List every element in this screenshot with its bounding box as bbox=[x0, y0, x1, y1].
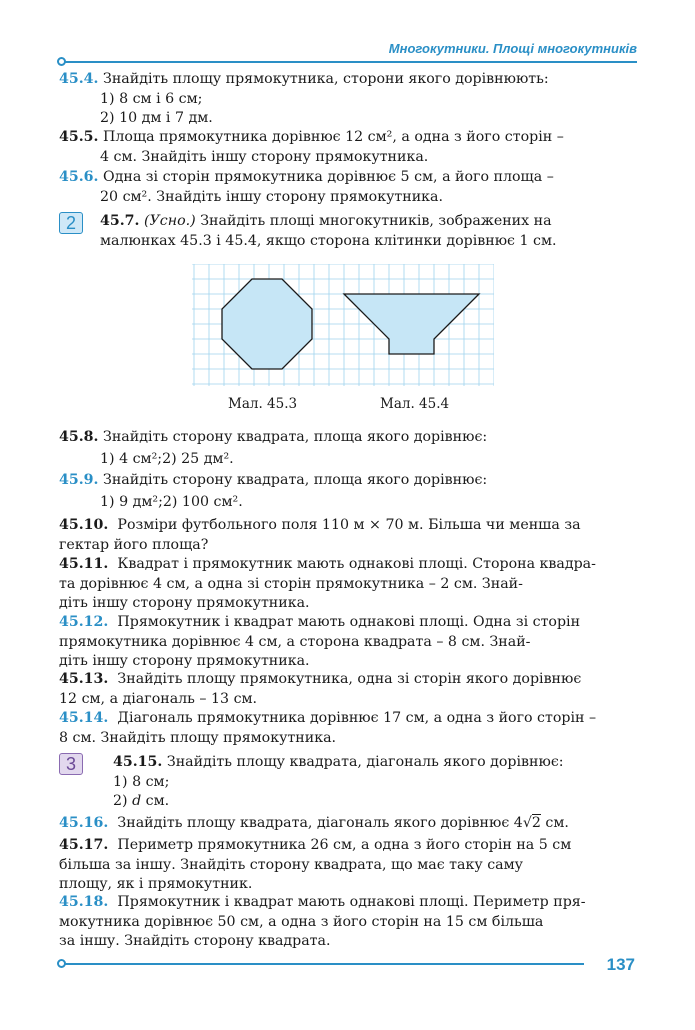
problem-45-7 bbox=[100, 212, 637, 251]
problem-45-10 bbox=[59, 516, 637, 555]
problem-text: діть іншу сторону прямокутника. bbox=[59, 653, 310, 669]
problem-45-11 bbox=[59, 555, 637, 614]
problem-text: та дорівнює 4 см, а одна зі сторін прямокутника – 2 см. Знай- bbox=[59, 575, 523, 592]
chapter-title: Многокутники. Площі многокутників bbox=[388, 41, 637, 56]
variable-d: d bbox=[132, 793, 142, 809]
problem-number: 45.17. bbox=[59, 837, 109, 853]
problem-text: більша за іншу. Знайдіть сторону квадрата, що має таку саму bbox=[59, 856, 523, 873]
problem-text: Розміри футбольного поля 110 м × 70 м. Більша чи менша за bbox=[117, 517, 581, 533]
problem-45-6 bbox=[59, 168, 637, 207]
figure-grid bbox=[192, 264, 494, 386]
octagon-figure-45-3 bbox=[222, 279, 312, 369]
problem-number: 45.13. bbox=[59, 671, 109, 687]
problem-number: 45.12. bbox=[59, 614, 109, 630]
problem-text: Знайдіть сторону квадрата, площа якого дорівнює: bbox=[103, 472, 488, 488]
sqrt-symbol: √ bbox=[522, 815, 532, 831]
problem-text: Прямокутник і квадрат мають однакові площі. Периметр пря- bbox=[117, 894, 586, 910]
problem-45-8 bbox=[59, 428, 637, 469]
problem-number: 45.14. bbox=[59, 710, 109, 726]
problem-text: Площа прямокутника дорівнює 12 см², а одна з його сторін – bbox=[103, 129, 564, 145]
problem-text: Одна зі сторін прямокутника дорівнює 5 см, а його площа – bbox=[103, 169, 554, 185]
problem-text: Прямокутник і квадрат мають однакові площі. Одна зі сторін bbox=[117, 614, 581, 630]
problem-text-suffix: см. bbox=[540, 815, 569, 831]
problem-text: Знайдіть площу прямокутника, одна зі сторін якого дорівнює bbox=[117, 671, 582, 687]
problem-text: 20 см². Знайдіть іншу сторону прямокутника. bbox=[100, 188, 444, 205]
header-rule bbox=[64, 61, 637, 63]
problem-text: 8 см. Знайдіть площу прямокутника. bbox=[59, 729, 337, 746]
problem-text: Знайдіть площу квадрата, діагональ якого дорівнює: bbox=[166, 754, 564, 770]
problem-number: 45.7. bbox=[100, 213, 140, 229]
problem-text: мокутника дорівнює 50 см, а одна з його сторін на 15 см більша bbox=[59, 913, 544, 930]
problem-number: 45.10. bbox=[59, 517, 109, 533]
problem-text: Знайдіть площі многокутників, зображених на bbox=[200, 213, 552, 229]
problem-text: Знайдіть сторону квадрата, площа якого дорівнює: bbox=[103, 429, 488, 445]
footer-rule bbox=[64, 963, 584, 965]
problem-45-5 bbox=[59, 128, 637, 167]
problem-text: малюнках 45.3 і 45.4, якщо сторона клітинки дорівнює 1 см. bbox=[100, 232, 557, 249]
problem-45-14 bbox=[59, 709, 637, 748]
problem-text: прямокутника дорівнює 4 см, а сторона квадрата – 8 см. Знай- bbox=[59, 633, 531, 650]
problem-text: 4 см. Знайдіть іншу сторону прямокутника. bbox=[100, 148, 429, 165]
problem-text: Знайдіть площу прямокутника, сторони якого дорівнюють: bbox=[103, 71, 549, 87]
figure-caption-45-4: Мал. 45.4 bbox=[380, 396, 450, 412]
answer-option bbox=[113, 792, 637, 812]
problem-45-12 bbox=[59, 613, 637, 672]
problem-number: 45.5. bbox=[59, 129, 99, 145]
answer-option: 1) 4 см²; bbox=[100, 450, 163, 467]
problem-number: 45.16. bbox=[59, 815, 109, 831]
header-rule-dot bbox=[57, 57, 66, 66]
answer-option: 1) 9 дм²; bbox=[100, 493, 163, 510]
problem-text: за іншу. Знайдіть сторону квадрата. bbox=[59, 933, 331, 949]
problem-text: діть іншу сторону прямокутника. bbox=[59, 595, 310, 611]
difficulty-level-badge: 2 bbox=[59, 212, 83, 234]
footer-rule-dot bbox=[57, 959, 66, 968]
problem-text: площу, як і прямокутник. bbox=[59, 876, 253, 892]
problem-number: 45.6. bbox=[59, 169, 99, 185]
problem-45-15 bbox=[113, 753, 637, 812]
problem-text: Знайдіть площу квадрата, діагональ якого дорівнює 4 bbox=[117, 815, 523, 831]
answer-option: 2) 25 дм². bbox=[162, 450, 234, 467]
option-prefix: 2) bbox=[113, 793, 133, 809]
problem-number: 45.15. bbox=[113, 754, 163, 770]
problem-number: 45.8. bbox=[59, 429, 99, 445]
problem-45-13 bbox=[59, 670, 637, 709]
problem-45-17 bbox=[59, 836, 637, 895]
answer-option: 2) 10 дм і 7 дм. bbox=[100, 110, 213, 126]
problem-45-18 bbox=[59, 893, 637, 952]
page-number: 137 bbox=[606, 955, 635, 974]
problem-text: гектар його площа? bbox=[59, 536, 209, 553]
figure-caption-45-3: Мал. 45.3 bbox=[228, 396, 298, 412]
problem-number: 45.4. bbox=[59, 71, 99, 87]
answer-option: 2) 100 см². bbox=[162, 493, 243, 510]
difficulty-level-badge: 3 bbox=[59, 753, 83, 775]
problem-text: 12 см, а діагональ – 13 см. bbox=[59, 690, 258, 707]
problem-text: Квадрат і прямокутник мають однакові площі. Сторона квадра- bbox=[117, 556, 596, 572]
problem-45-9 bbox=[59, 471, 637, 512]
problem-number: 45.18. bbox=[59, 894, 109, 910]
problem-45-4 bbox=[59, 70, 637, 129]
problem-number: 45.11. bbox=[59, 556, 109, 572]
answer-option: 1) 8 см і 6 см; bbox=[100, 90, 203, 107]
problem-text: Діагональ прямокутника дорівнює 17 см, а одна з його сторін – bbox=[117, 710, 597, 726]
oral-note: (Усно.) bbox=[144, 213, 196, 229]
problem-45-16 bbox=[59, 814, 637, 834]
option-suffix: см. bbox=[141, 793, 170, 809]
radicand: 2 bbox=[531, 815, 541, 831]
problem-number: 45.9. bbox=[59, 472, 99, 488]
answer-option: 1) 8 см; bbox=[113, 773, 170, 790]
problem-text: Периметр прямокутника 26 см, а одна з його сторін на 5 см bbox=[117, 837, 572, 853]
